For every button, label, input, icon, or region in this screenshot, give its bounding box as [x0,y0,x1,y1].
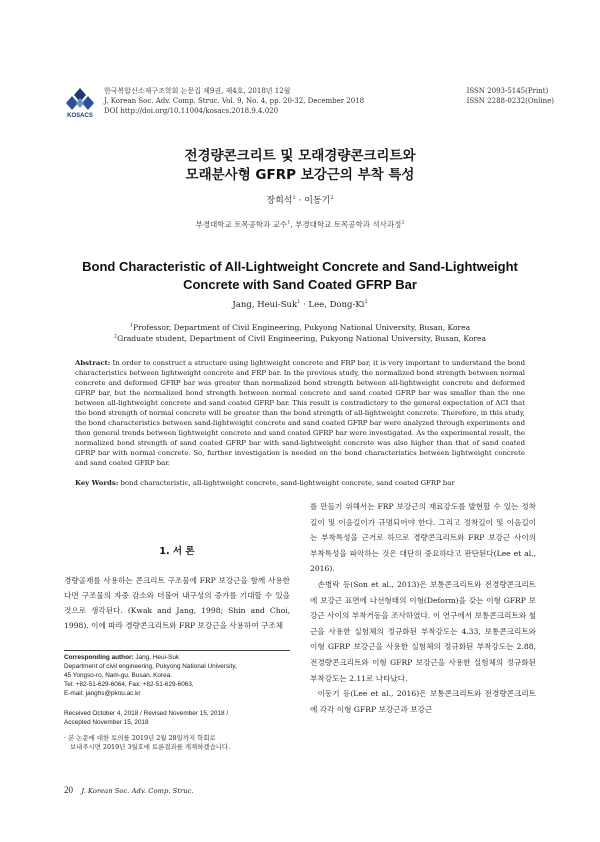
title-english-line2: Concrete with Sand Coated GFRP Bar [183,277,417,292]
right-paragraph-1: 를 만들기 위해서는 FRP 보강근의 재료강도를 발현할 수 있는 정착길이 및 이음길이가 규명되어야 한다. 그리고 정착길이 및 이음길이는 부착특성을 근거로 하므로 경량콘크리트와 FRP 보강근 사이의 부착특성을 파악하는 것은 대단히 중요하다고 판단된다(Lee et al., 2016). [310,502,536,574]
author-en-1-sup: 1 [297,299,301,306]
author-ko-2-sup: 2 [330,195,334,201]
affil-ko-1: 부경대학교 토목공학과 교수 [195,220,288,229]
author-ko-sep: · [295,196,305,206]
journal-info [104,86,364,116]
affil-en-1: Professor, Department of Civil Engineering, Pukyong National University, Busan, Korea [133,323,471,332]
title-korean [0,147,600,185]
corresponding-label: Corresponding author: [64,654,134,661]
page-footer [64,785,194,795]
corresponding-address: 45 Yongso-ro, Nam-gu, Busan, Korea. [64,672,172,679]
keywords-text: bond characteristic, all-lightweight concrete, sand-lightweight concrete, sand coated GFRP bar [120,479,455,487]
intro-paragraph: 경량골재를 사용하는 콘크리트 구조물에 FRP 보강근을 함께 사용한다면 구조물의 자중 감소와 더불어 내구성의 증가를 기대할 수 있을 것으로 생각된다. (Kwak and Jang, 1998; Shin and Choi, 1998). 이에 따라 경량콘크리트와 FRP 보강근을 사용하여 구조체 [64,576,290,630]
affil-ko-2-sup: 2 [401,219,405,226]
footnote-divider [64,650,290,651]
author-ko-2: 이동기 [304,196,331,206]
received-line2: Accepted November 15, 2018 [64,719,149,726]
affil-en-2-sup: 2 [113,333,118,340]
journal-line-en: J. Korean Soc. Adv. Comp. Struc. Vol. 9, No. 4, pp. 20-32, December 2018 [104,97,365,105]
discussion-note [64,734,290,752]
abstract-label: Abstract: [75,359,111,367]
abstract [75,358,525,468]
note-line1: · 본 논문에 대한 토의를 2019년 2월 28일까지 학회로 [64,734,216,742]
author-en-1: Jang, Heui-Suk [232,300,298,310]
issn-print: ISSN 2093-5145(Print) [466,87,549,95]
right-paragraph-3: 이동기 등(Lee et al., 2016)은 보통콘크리트와 전경량콘크리트에 각각 이형 GFRP 보강근과 보강근 [310,689,536,714]
author-ko-1: 장희석 [266,196,293,206]
section-heading-intro: 1. 서 론 [159,546,195,557]
corresponding-author [64,653,290,698]
journal-line-ko: 한국복합신소재구조학회 논문집 제9권, 제4호, 2018년 12월 [104,87,291,95]
page-number: 20 [64,785,73,795]
author-ko-1-sup: 1 [292,195,296,201]
journal-header [64,86,554,122]
title-korean-line1: 전경량콘크리트 및 모래경량콘크리트와 [184,148,416,164]
authors-korean [0,193,600,206]
received-line1: Received October 4, 2018 / Revised November 15, 2018 / [64,710,229,717]
corresponding-name: Jang, Heui-Suk [135,654,180,661]
title-english [0,258,600,294]
footer-journal: J. Korean Soc. Adv. Comp. Struc. [81,787,194,795]
affil-ko-1-sup: 1 [287,219,291,226]
corresponding-dept: Department of civil engineering, Pukyong National University, [64,663,237,670]
logo-text: KOSACS [67,113,93,119]
keywords [75,478,525,488]
affil-ko-2: , 부경대학교 토목공학과 석사과정 [290,220,402,229]
title-english-line1: Bond Characteristic of All-Lightweight Concrete and Sand-Lightweight [82,259,518,274]
right-column-text [310,499,536,717]
note-line2: 보내주시면 2019년 3월호에 토론결과를 게재하겠습니다. [70,743,231,751]
affil-en-1-sup: 1 [129,322,133,329]
title-korean-line2: 모래분사형 GFRP 보강근의 부착 특성 [185,167,415,183]
affil-en-2: Graduate student, Department of Civil Engineering, Pukyong National University, Busan, Korea [117,334,487,343]
kosacs-logo [64,86,96,122]
abstract-text: In order to construct a structure using lightweight concrete and FRP bar, it is very important to understand the bond characteristics between lightweight concrete and FRP bar. In the previous study, the normalized bond strength between normal concrete and deformed GFRP bar was greater than normalized bond strength between all-lightweight concrete and deformed GFRP bar, but the normalized bond strength between normal concrete and sand coated GFRP bar was smaller than the one between all-lightweight concrete and sand coated GFRP bar. This result is contradictory to the general expectation of ACI that the bond strength of normal concrete will be greater than the bond strength of all-lightweight concrete. Therefore, in this study, the bond characteristics between sand-lightweight concrete and sand coated GFRP bar were analyzed through experiments and then general trends between lightweight concrete and sand coated GFRP bar were investigated. As the experimental result, the normalized bond strength of sand coated GFRP bar with sand-lightweight concrete was also higher than that of sand coated GFRP bar with normal concrete. So, further investigation is needed on the bond characteristics between lightweight concrete and sand coated GFRP bar. [75,359,525,467]
affiliation-english [0,322,600,344]
keywords-label: Key Words: [75,479,119,487]
received-dates [64,709,290,727]
right-paragraph-2: 손병락 등(Son et al., 2013)은 보통콘크리트와 전경량콘크리트에 보강근 표면에 나선형태의 이형(Deform)을 갖는 이형 GFRP 보강근 사이의 부착거동을 조사하였다. 이 연구에서 보통콘크리트와 철근을 사용한 실험체의 정규화된 부착강도는 4.33, 보통콘크리트와 이형 GFRP 보강근을 사용한 실험체의 정규화된 부착강도는 2.88, 전경량콘크리트와 이형 GFRP 보강근을 사용한 실험체의 정규화된 부착강도는 2.11로 나타났다. [310,579,536,683]
author-en-2-sup: 2 [364,299,368,306]
author-en-2: Lee, Dong-Ki [308,300,365,310]
corresponding-phone: Tel: +82-51-629-6064, Fax: +82-51-629-6063, [64,681,194,688]
issn-online: ISSN 2288-0232(Online) [466,97,554,105]
issn-info [467,86,554,106]
authors-english [0,300,600,310]
affiliation-korean [0,219,600,230]
corresponding-email: E-mail: janghs@pknu.ac.kr [64,690,141,697]
doi-line: DOI http://doi.org/10.11004/kosacs.2018.9.4.020 [104,107,279,115]
author-en-sep: · [300,300,309,310]
